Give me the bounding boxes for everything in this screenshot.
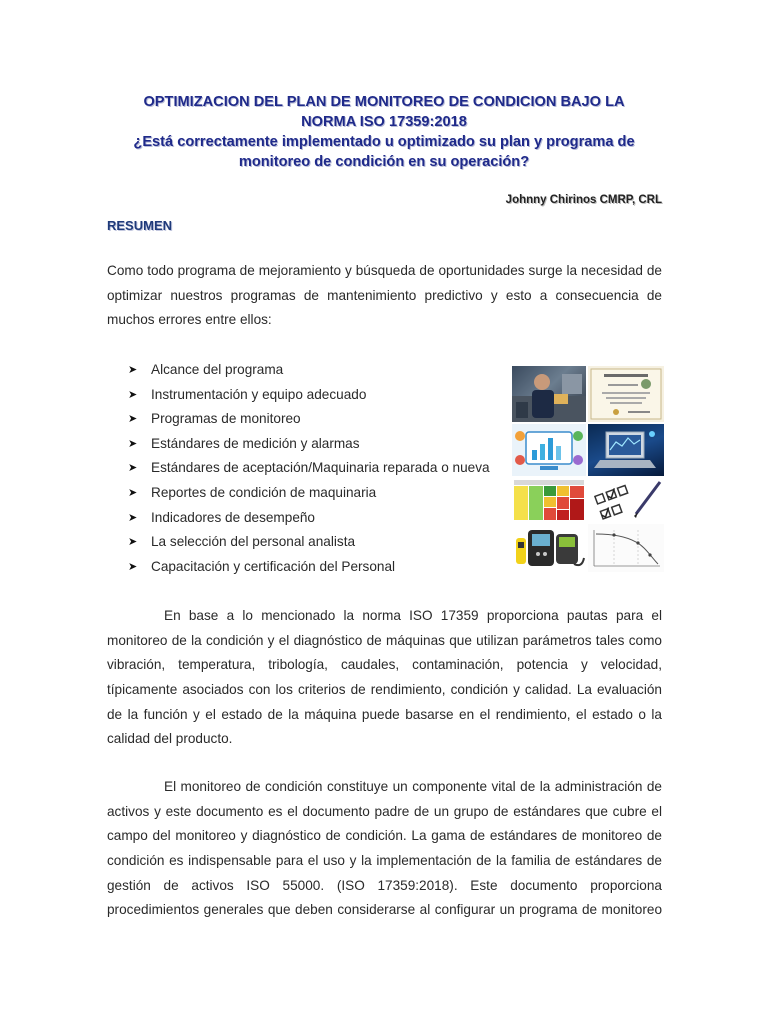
paragraph-line: monitoreo de la condición y el diagnóstico de máquinas que utilizan parámetros tales como (107, 632, 662, 648)
arrowhead-bullet-icon: ➤ (128, 560, 138, 573)
paragraph-iso-17359 (107, 604, 662, 752)
condition-monitoring-collage (512, 366, 664, 572)
list-item: ➤ La selección del personal analista (128, 530, 490, 555)
dashboard-illustration (512, 424, 586, 476)
arrowhead-bullet-icon: ➤ (128, 388, 138, 401)
paragraph-line: optimizar nuestros programas de mantenimiento predictivo y esto a consecuencia de (107, 287, 662, 303)
paragraph-line: activos y este documento es el documento padre de un grupo de estándares que cubre el (107, 803, 662, 819)
checklist-image (588, 478, 664, 522)
section-heading-resumen: RESUMEN (107, 218, 173, 233)
paragraph-line: En base a lo mencionado la norma ISO 17359 proporciona pautas para el (164, 608, 662, 623)
paragraph-line: calidad del producto. (107, 731, 233, 747)
paragraph-line: campo del monitoreo y diagnóstico de condición. La gama de estándares de monitoreo de (107, 828, 662, 844)
vibration-analyzer-instruments (512, 524, 586, 572)
paragraph-line: gestión de activos ISO 55000. (ISO 17359:2018). Este documento proporciona (107, 877, 662, 893)
paragraph-line: Como todo programa de mejoramiento y búsqueda de oportunidades surge la necesidad de (107, 263, 662, 278)
paragraph-line: condición es indispensable para el uso y la implementación de la familia de estándares de (107, 853, 662, 869)
list-item: ➤ Indicadores de desempeño (128, 506, 490, 531)
arrowhead-bullet-icon: ➤ (128, 511, 138, 524)
paragraph-asset-management (107, 775, 662, 923)
paragraph-line: El monitoreo de condición constituye un componente vital de la administración de (164, 779, 662, 794)
list-item: ➤ Instrumentación y equipo adecuado (128, 383, 490, 408)
paragraph-line: típicamente asociados con los criterios de rendimiento, condición y calidad. La evaluación (107, 682, 662, 698)
list-item: ➤ Reportes de condición de maquinaria (128, 481, 490, 506)
severity-chart-image (512, 478, 586, 522)
subtitle-question: monitoreo de condición en su operación? (238, 154, 530, 170)
arrowhead-bullet-icon: ➤ (128, 536, 138, 549)
list-item: ➤ Capacitación y certificación del Personal (128, 555, 490, 580)
arrowhead-bullet-icon: ➤ (128, 486, 138, 499)
certificate-image (588, 366, 664, 422)
degradation-curve-diagram (588, 524, 664, 572)
arrowhead-bullet-icon: ➤ (128, 413, 138, 426)
title-line: OPTIMIZACION DEL PLAN DE MONITOREO DE CONDICION BAJO LA (143, 94, 625, 110)
paragraph-line: vibración, temperatura, tribología, caudales, contaminación, potencia y velocidad, (107, 657, 662, 673)
list-item: ➤ Alcance del programa (128, 358, 490, 383)
paragraph-line: procedimientos generales que deben considerarse al configurar un programa de monitoreo (107, 902, 662, 918)
list-item: ➤ Estándares de aceptación/Maquinaria reparada o nueva (128, 456, 490, 481)
list-item: ➤ Estándares de medición y alarmas (128, 432, 490, 457)
title-line: NORMA ISO 17359:2018 (301, 114, 467, 130)
arrowhead-bullet-icon: ➤ (128, 364, 138, 376)
list-item: ➤ Programas de monitoreo (128, 407, 490, 432)
arrowhead-bullet-icon: ➤ (128, 462, 138, 475)
paragraph-line: de la función y el estado de la máquina puede basarse en el rendimiento, el estado o la (107, 706, 662, 722)
technician-photo (512, 366, 586, 422)
document-title (80, 92, 688, 172)
subtitle-question: ¿Está correctamente implementado u optimizado su plan y programa de (133, 134, 635, 150)
laptop-analysis-image (588, 424, 664, 476)
paragraph-line: muchos errores entre ellos: (107, 312, 272, 328)
error-list (128, 358, 490, 579)
intro-paragraph (107, 259, 662, 333)
arrowhead-bullet-icon: ➤ (128, 437, 138, 450)
author-name: Johnny Chirinos CMRP, CRL (505, 194, 662, 206)
